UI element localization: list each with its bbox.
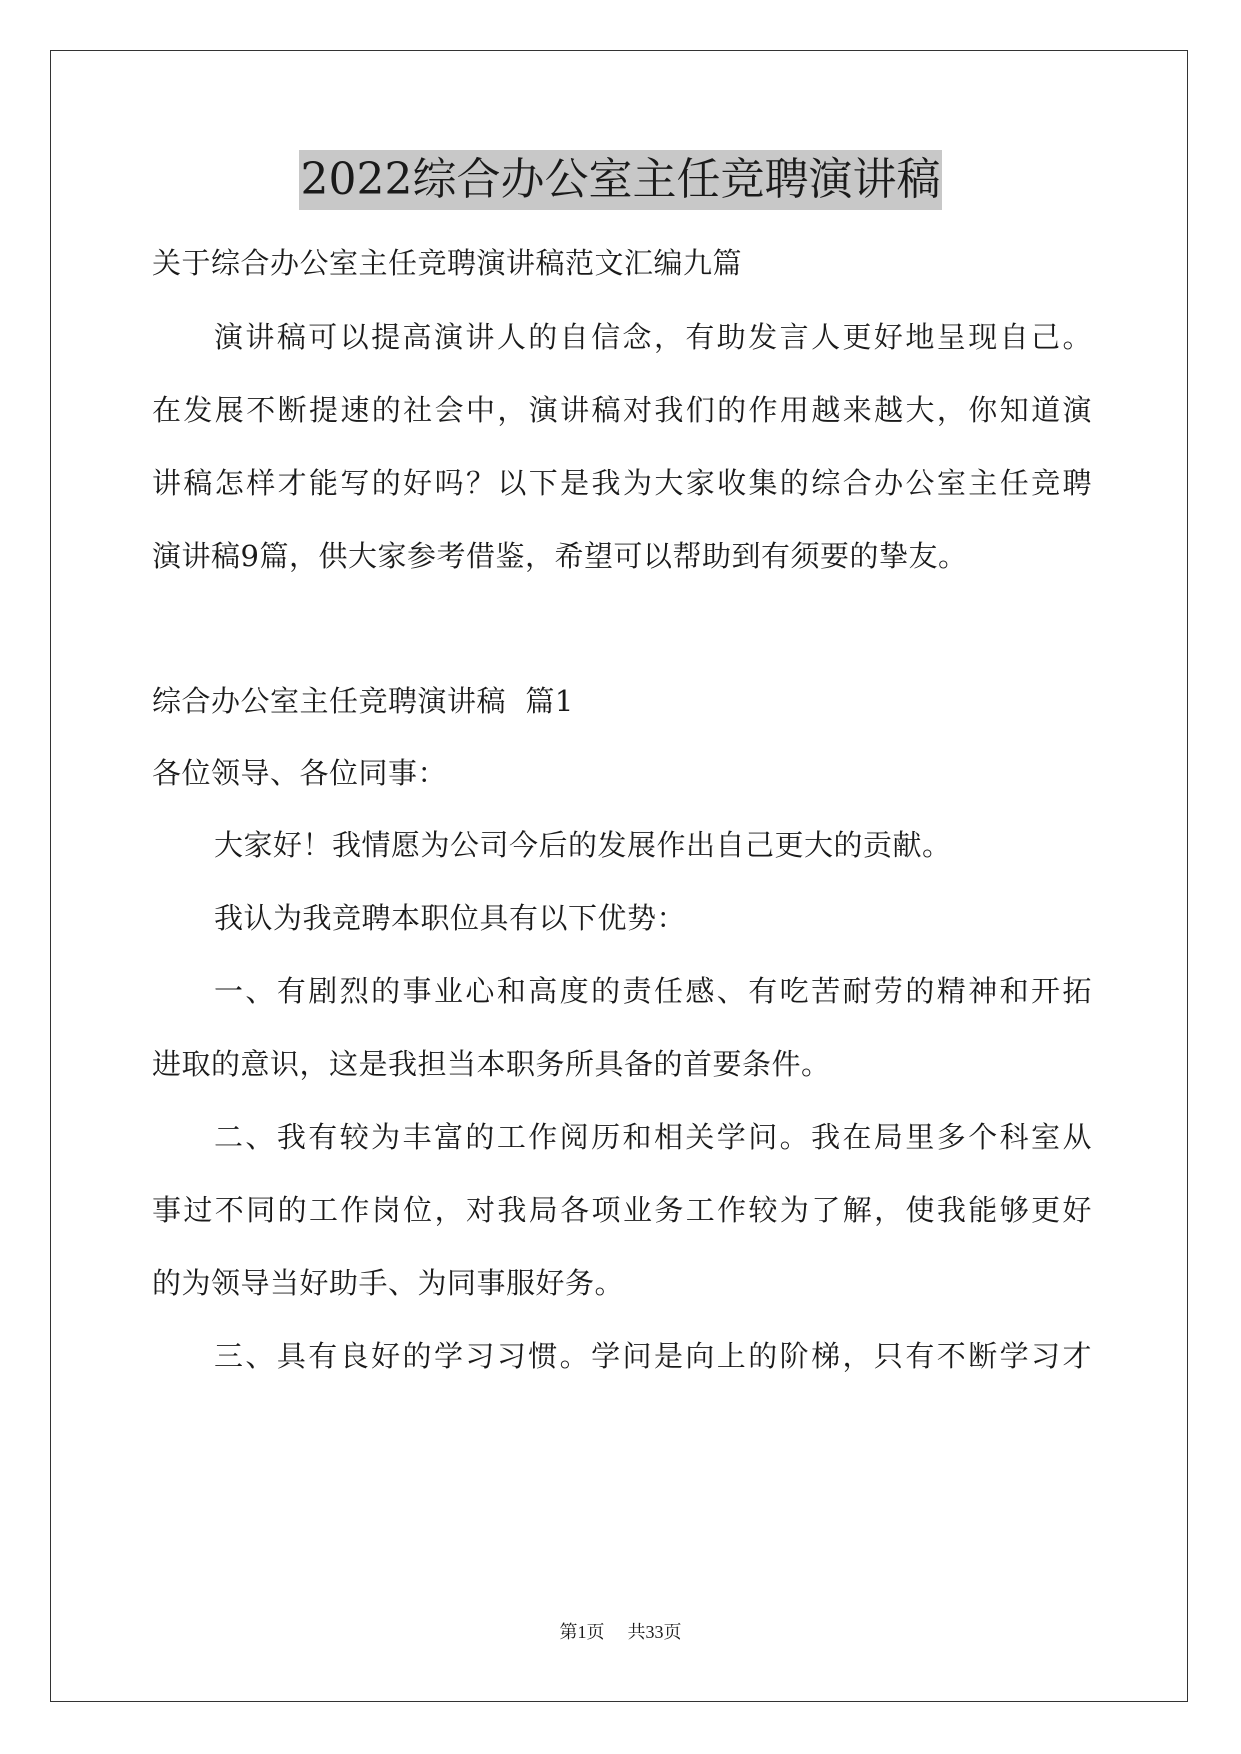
- footer-total-suffix: 页: [663, 1622, 682, 1643]
- section-heading: 综合办公室主任竞聘演讲稿 篇1: [152, 684, 574, 718]
- intro-line: 演讲稿可以提高演讲人的自信念，有助发言人更好地呈现自己。: [214, 320, 1092, 354]
- document-title-wrapper: [0, 150, 1241, 210]
- body-line: 一、有剧烈的事业心和高度的责任感、有吃苦耐劳的精神和开拓: [214, 974, 1092, 1008]
- footer-page-prefix: 第: [559, 1622, 578, 1643]
- body-line: 三、具有良好的学习习惯。学问是向上的阶梯，只有不断学习才: [214, 1339, 1092, 1373]
- page-footer: [0, 1620, 1241, 1645]
- body-line: 的为领导当好助手、为同事服好务。: [152, 1266, 625, 1300]
- intro-line: 在发展不断提速的社会中，演讲稿对我们的作用越来越大，你知道演: [152, 393, 1092, 427]
- document-subtitle: 关于综合办公室主任竞聘演讲稿范文汇编九篇: [152, 246, 743, 280]
- page-border: [50, 50, 1188, 1702]
- footer-total-pages: 33: [645, 1622, 664, 1642]
- body-line: 事过不同的工作岗位，对我局各项业务工作较为了解，使我能够更好: [152, 1193, 1092, 1227]
- footer-page-suffix: 页: [586, 1622, 605, 1643]
- footer-total-prefix: 共: [627, 1622, 646, 1643]
- footer-page-number: 1: [577, 1622, 587, 1642]
- intro-line: 演讲稿9篇，供大家参考借鉴，希望可以帮助到有须要的挚友。: [152, 539, 968, 573]
- document-title: 2022综合办公室主任竞聘演讲稿: [299, 150, 943, 210]
- body-line: 进取的意识，这是我担当本职务所具备的首要条件。: [152, 1047, 831, 1081]
- body-line: 我认为我竞聘本职位具有以下优势：: [214, 901, 687, 935]
- salutation: 各位领导、各位同事：: [152, 756, 448, 790]
- body-line: 大家好！我情愿为公司今后的发展作出自己更大的贡献。: [214, 828, 952, 862]
- body-line: 二、我有较为丰富的工作阅历和相关学问。我在局里多个科室从: [214, 1120, 1092, 1154]
- intro-line: 讲稿怎样才能写的好吗？以下是我为大家收集的综合办公室主任竞聘: [152, 466, 1092, 500]
